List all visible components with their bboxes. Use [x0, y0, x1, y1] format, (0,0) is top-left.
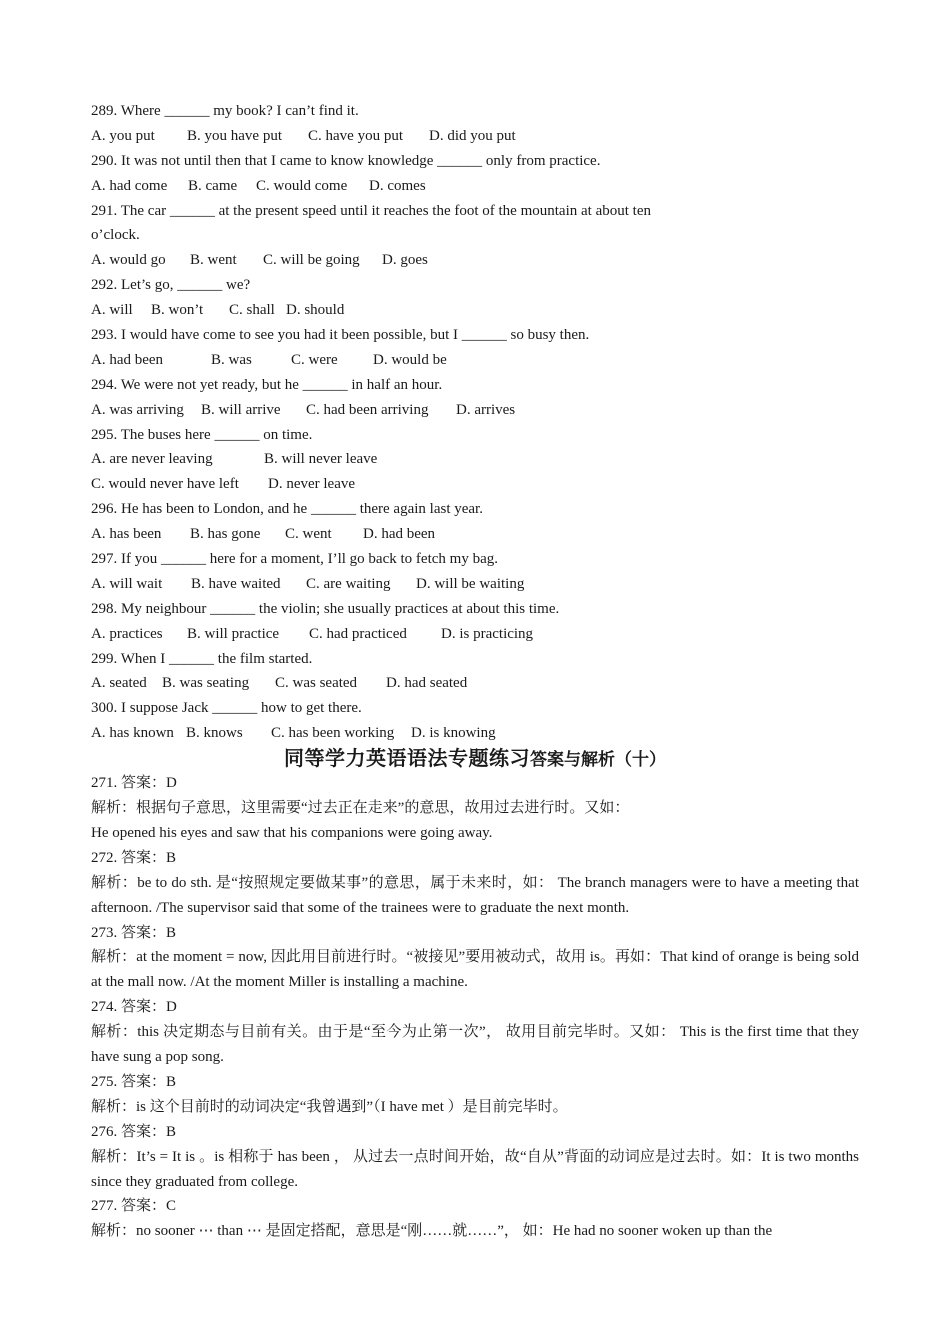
- explanation: 解析：at the moment = now, 因此用目前进行时。“被接见”要用被动式，故用 is。再如：That kind of orange is being sold at the mall now. /At the moment Miller is installing a machine.: [91, 949, 859, 991]
- question-options: [91, 348, 859, 373]
- option: A. had come: [91, 177, 168, 194]
- question-options: [91, 447, 859, 472]
- question-options: [91, 671, 859, 696]
- answer-line: 277. 答案：C: [91, 1198, 177, 1215]
- question-stem: 293. I would have come to see you had it been possible, but I ______ so busy then.: [91, 327, 590, 344]
- question-stem: 299. When I ______ the film started.: [91, 650, 313, 667]
- option: A. had been: [91, 351, 164, 368]
- option: B. you have put: [187, 127, 282, 144]
- option: C. have you put: [308, 127, 403, 144]
- answer-line: 276. 答案：B: [91, 1123, 177, 1140]
- explanation: 解析：this 决定期态与目前有关。由于是“至今为止第一次”， 故用目前完毕时。又如： This is the first time that they have sung a pop song.: [91, 1024, 859, 1066]
- question-stem: 289. Where ______ my book? I can’t find it.: [91, 103, 359, 119]
- option: A. will wait: [91, 575, 163, 592]
- option: B. won’t: [151, 302, 204, 319]
- option: D. arrives: [456, 401, 516, 418]
- option: C. are waiting: [306, 575, 391, 592]
- option: A. will: [91, 302, 133, 319]
- option: D. never leave: [268, 476, 356, 493]
- question-stem: 300. I suppose Jack ______ how to get there.: [91, 700, 362, 717]
- option: D. had been: [363, 526, 436, 543]
- answer-line: 271. 答案：D: [91, 775, 177, 792]
- explanation-example: He opened his eyes and saw that his companions were going away.: [91, 824, 493, 841]
- option: D. is practicing: [441, 625, 534, 642]
- section-title-sub: 答案与解析（十）: [530, 750, 666, 771]
- question-stem: 297. If you ______ here for a moment, I’ll go back to fetch my bag.: [91, 551, 498, 568]
- option: D. comes: [369, 177, 426, 194]
- question-stem: 291. The car ______ at the present speed until it reaches the foot of the mountain at about ten: [91, 202, 651, 219]
- option: C. will be going: [263, 252, 360, 269]
- option: D. goes: [382, 252, 428, 269]
- explanation: 解析：根据句子意思，这里需要“过去正在走来”的意思，故用过去进行时。又如：: [91, 800, 630, 817]
- question-stem: 296. He has been to London, and he ______ there again last year.: [91, 501, 483, 518]
- answer-line: 275. 答案：B: [91, 1073, 177, 1090]
- option: A. has been: [91, 526, 162, 543]
- option: A. you put: [91, 127, 155, 144]
- option: A. seated: [91, 675, 147, 692]
- option: B. have waited: [191, 575, 281, 592]
- option: D. would be: [373, 351, 447, 368]
- question-stem-continued: o’clock.: [91, 227, 140, 244]
- option: C. would never have left: [91, 476, 239, 493]
- answer-line: 272. 答案：B: [91, 849, 177, 866]
- question-options: [91, 721, 859, 746]
- explanation: 解析：It’s = It is 。is 相称于 has been ， 从过去一点时间开始，故“自从”背面的动词应是过去时。如：It is two months since they graduated from college.: [91, 1148, 859, 1190]
- option: B. knows: [186, 725, 243, 742]
- document-body: [91, 99, 859, 1244]
- option: B. will arrive: [201, 401, 281, 418]
- option: B. has gone: [190, 526, 261, 543]
- option: D. did you put: [429, 127, 516, 144]
- question-stem: 295. The buses here ______ on time.: [91, 426, 313, 443]
- explanation: 解析：no sooner ⋯ than ⋯ 是固定搭配，意思是“刚……就……”， 如：He had no sooner woken up than the: [91, 1223, 773, 1240]
- question-options: [91, 398, 859, 423]
- option: C. shall: [229, 302, 275, 319]
- option: D. should: [286, 302, 345, 319]
- option: A. practices: [91, 625, 163, 642]
- question-options: [91, 248, 859, 273]
- option: B. was seating: [162, 675, 250, 692]
- question-options: [91, 124, 859, 149]
- option: C. had been arriving: [306, 401, 429, 418]
- option: C. would come: [256, 177, 348, 194]
- question-stem: 292. Let’s go, ______ we?: [91, 277, 251, 294]
- option: C. went: [285, 526, 332, 543]
- option: B. came: [188, 177, 238, 194]
- question-options: [91, 298, 859, 323]
- option: B. will practice: [187, 625, 280, 642]
- option: B. will never leave: [264, 451, 378, 468]
- question-options: [91, 572, 859, 597]
- explanation: 解析：is 这个目前时的动词决定“我曾遇到”（I have met ）是目前完毕时。: [91, 1098, 568, 1115]
- option: D. had seated: [386, 675, 468, 692]
- question-options: [91, 622, 859, 647]
- section-title: [91, 746, 859, 771]
- option: D. is knowing: [411, 725, 496, 742]
- explanation: 解析：be to do sth. 是“按照规定要做某事”的意思，属于未来时，如： The branch managers were to have a meeting that afternoon. /The supervisor said that some of the trainees were to graduate the next month.: [91, 874, 859, 916]
- question-stem: 298. My neighbour ______ the violin; she usually practices at about this time.: [91, 600, 560, 617]
- option: C. had practiced: [309, 625, 407, 642]
- option: A. are never leaving: [91, 451, 213, 468]
- option: A. would go: [91, 252, 166, 269]
- option: A. has known: [91, 725, 174, 742]
- option: D. will be waiting: [416, 575, 525, 592]
- answer-line: 274. 答案：D: [91, 999, 177, 1016]
- option: C. has been working: [271, 725, 395, 742]
- answer-line: 273. 答案：B: [91, 924, 177, 941]
- section-title-main: 同等学力英语语法专题练习: [284, 746, 530, 771]
- option: B. went: [190, 252, 237, 269]
- option: A. was arriving: [91, 401, 184, 418]
- question-options: [91, 522, 859, 547]
- question-options: [91, 174, 859, 199]
- option: B. was: [211, 351, 252, 368]
- question-stem: 290. It was not until then that I came to know knowledge ______ only from practice.: [91, 152, 601, 169]
- question-stem: 294. We were not yet ready, but he ______ in half an hour.: [91, 376, 443, 393]
- option: C. were: [291, 351, 338, 368]
- question-options: [91, 472, 859, 497]
- option: C. was seated: [275, 675, 358, 692]
